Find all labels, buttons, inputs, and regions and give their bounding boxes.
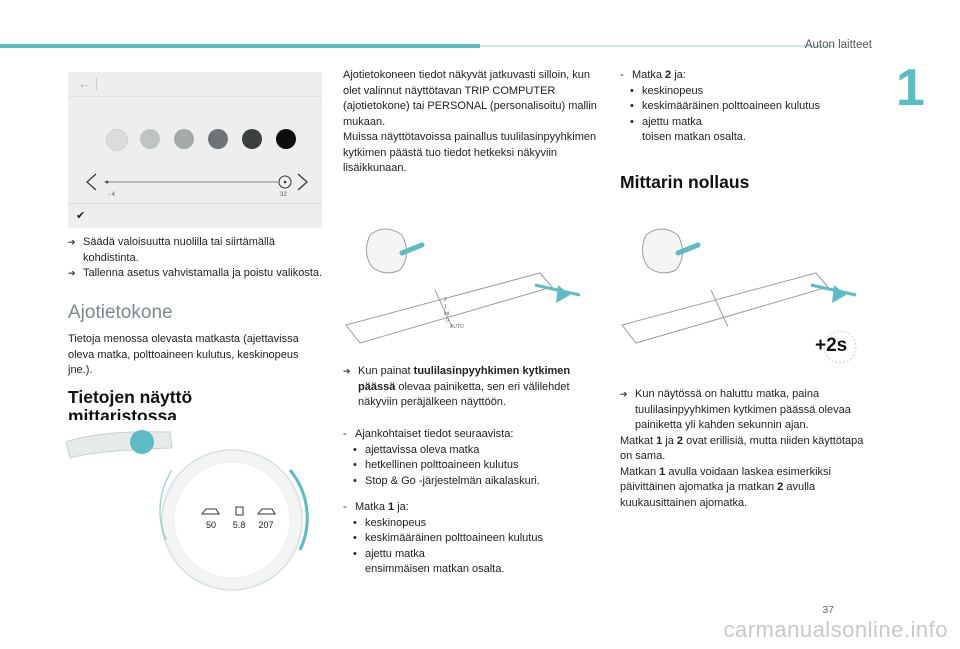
current-info-list [343,427,599,489]
reset-text [620,387,876,511]
header-accent-line [480,45,835,47]
steering-wheel-icon [366,229,406,273]
brightness-screen-figure [68,72,322,228]
brightness-slider [68,168,322,204]
header-divider [96,78,97,90]
current-item-stopgo: • Stop & Go -järjestelmän aikalaskuri. [343,474,599,490]
trip1-item-distance: • ajettu matka [343,547,599,563]
slider-min-label: - 4 [108,192,116,198]
trip1-item-speed: • keskinopeus [343,516,599,532]
trip2-post: ja: [671,69,686,81]
trip2-pre: Matka [632,69,666,81]
slider-min-dot [106,181,109,184]
trip2-tail: toisen matkan osalta. [642,131,746,143]
stalk-label-int: int [444,311,450,317]
trip-computer-text: Tietoja menossa olevasta matkasta (ajettavissa oleva matka, polttoaineen kulutus, keskinopeus jne.). [68,333,299,376]
press-button-bullet [343,364,599,411]
display-intro-text: Ajotietokoneen tiedot näkyvät jatkuvasti silloin, kun olet valinnut näyttötavan TRIP COMPUTER (ajotietokone) tai PERSONAL (personalisoitu) mallin mukaan. Muissa näyttötavoissa painallus tuulilasinpyyhkimen kytkimen päästä tuo tiedot hetkeksi näkyviin lisäikkunaan. [343,69,597,174]
section-title: Auton laitteet [804,39,872,51]
press-bold: tuulilasinpyyhkimen kytkimen päässä [358,365,571,393]
trip1-list [343,500,599,578]
stalk-end-arrow-icon [556,285,570,303]
stalk-body [346,273,552,343]
trip2-list [620,68,876,146]
screen-footer [68,203,322,229]
bullet-save: ➔ Tallenna asetus vahvistamalla ja poistu valikosta. [68,266,324,282]
cluster-value-consumption: 5.8 [232,520,246,530]
hold-2s-badge: +2s [815,335,848,356]
press-pre: Kun painat [358,365,414,377]
cluster-hood [66,432,172,458]
brightness-swatch-6 [276,129,296,149]
steering-wheel-icon-2 [642,229,682,273]
header-accent-bar [0,44,480,48]
brightness-swatch-4 [208,129,228,149]
wiper-stalk-figure-1 [340,215,580,350]
watermark: carmanualsonline.info [723,617,948,642]
stalk-end-arrow-icon-2 [832,285,846,303]
display-heading-line2: mittaristossa [68,406,177,426]
current-item-range: • ajettavissa oleva matka [343,443,599,459]
cluster-highlight-button [130,430,154,454]
reset-heading: Mittarin nollaus [620,172,750,192]
slider-right-arrow-icon [298,174,307,190]
brightness-swatch-1 [106,129,128,151]
trip2-item-speed: • keskinopeus [620,84,876,100]
instrument-cluster-figure [60,420,330,610]
current-intro: - Ajankohtaiset tiedot seuraavista: [343,427,599,443]
brightness-swatch-2 [140,129,160,149]
page-number: 37 [822,604,834,616]
reset-bullet: ➔ Kun näytössä on haluttu matka, paina tuulilasinpyyhkimen kytkimen päässä olevaa painiketta yli kahden sekunnin ajan. [620,387,876,434]
trip1-tail: ensimmäisen matkan osalta. [365,563,505,575]
reset-para-1: Matkat 1 ja 2 ovat erillisiä, mutta niiden käyttötapa on sama. [620,434,864,462]
stalk-label-2: 2 [444,297,447,303]
trip2-item-consumption: • keskimääräinen polttoaineen kulutus [620,99,876,115]
slider-max-label: 32 [280,192,287,198]
stalk-label-1: 1 [444,304,447,310]
stalk-label-0: 0 [446,318,449,324]
press-post: olevaa painiketta, sen eri välilehdet näkyviin peräjälkeen näyttöön. [358,380,570,408]
confirm-check-icon: ✔ [76,210,86,222]
brightness-swatch-5 [242,129,262,149]
trip1-post: ja: [394,501,409,513]
brightness-swatch-3 [174,129,194,149]
stalk-label-auto: AUTO [450,324,464,330]
chapter-number: 1 [896,59,925,117]
trip1-num: 1 [388,501,395,513]
cluster-value-range: 50 [205,520,217,530]
bullet-adjust: ➔ Säädä valoisuutta nuolilla tai siirtämällä kohdistinta. [68,235,324,266]
back-arrow-icon: ← [78,76,91,91]
trip2-num: 2 [665,69,672,81]
screen-header [68,72,322,97]
display-heading-line1: Tietojen näyttö [68,387,193,407]
reset-para-2: Matkan 1 avulla voidaan laskea esimerkiksi päivittäinen ajomatka ja matkan 2 avulla kuukausittainen ajomatka. [620,465,831,509]
cluster-value-distance: 207 [258,520,274,530]
trip1-pre: Matka [355,501,389,513]
left-bullets [68,235,324,282]
stalk-body-2 [622,273,828,343]
trip2-item-distance: • ajettu matka [620,115,876,131]
slider-left-arrow-icon [87,174,96,190]
current-item-consumption: • hetkellinen polttoaineen kulutus [343,458,599,474]
trip-computer-heading: Ajotietokone [68,302,173,323]
trip1-item-consumption: • keskimääräinen polttoaineen kulutus [343,531,599,547]
